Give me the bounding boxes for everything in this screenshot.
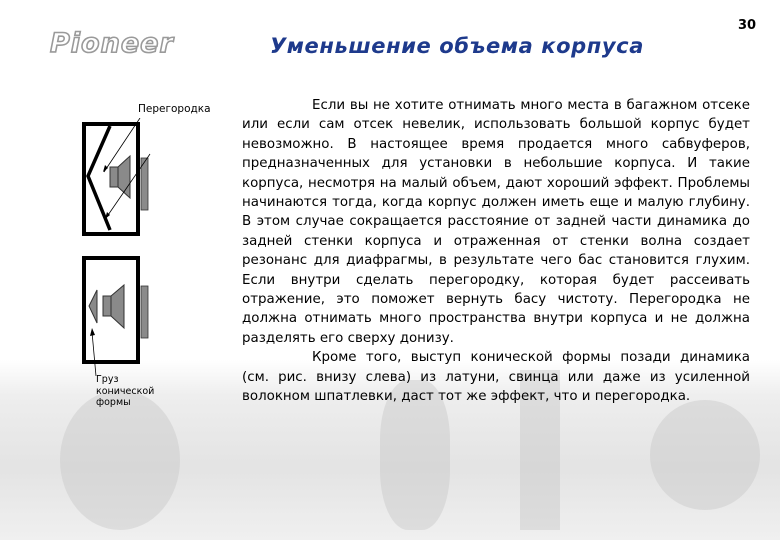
arrow-head	[103, 165, 108, 172]
paragraph: Если вы не хотите отнимать много места в багажном отсеке или если сам отсек невелик, использовать большой корпус будет невозможно. В настоящее время продается много сабвуферов, предназначенных для установки в небольшие корпуса. И такие корпуса, несмотря на малый объем, дают хороший эффект. Проблемы начинаются тогда, когда корпус должен иметь еще и малую глубину. В этом случае сокращается расстояние от задней части динамика до задней стенки корпуса и отраженная от стенки волна создает резонанс для диафрагмы, в результате чего бас становится глухим. Если внутри сделать перегородку, которая будет рассеивать отражение, это поможет вернуть басу чистоту. Перегородка не должна отнимать много пространства внутри корпуса и не должна разделять его сверху донизу.	[242, 98, 750, 346]
enclosure-with-partition	[84, 118, 150, 234]
page-title: Уменьшение объема корпуса	[270, 34, 644, 58]
background-shape	[60, 390, 180, 530]
speaker-cone	[111, 285, 124, 328]
speaker-magnet	[103, 296, 111, 316]
body-text	[242, 96, 750, 407]
speaker-front	[141, 286, 148, 338]
cone-weight	[89, 290, 97, 323]
paragraph: Кроме того, выступ конической формы позади динамика (см. рис. внизу слева) из латуни, свинца или даже из усиленной волокном шпатлевки, даст тот же эффект, что и перегородка.	[242, 350, 750, 405]
pioneer-logo	[48, 30, 248, 56]
partition-label: Перегородка	[138, 103, 211, 115]
enclosure-diagram	[80, 118, 180, 383]
enclosure-with-cone	[84, 258, 148, 376]
page-number: 30	[738, 18, 757, 33]
background-shape	[650, 400, 760, 510]
logo-text: Pioneer	[50, 30, 174, 56]
cone-arrow-line	[92, 332, 96, 376]
speaker-magnet	[110, 167, 118, 187]
cone-weight-label: Груз конической формы	[96, 374, 155, 408]
arrow-head	[90, 328, 95, 336]
